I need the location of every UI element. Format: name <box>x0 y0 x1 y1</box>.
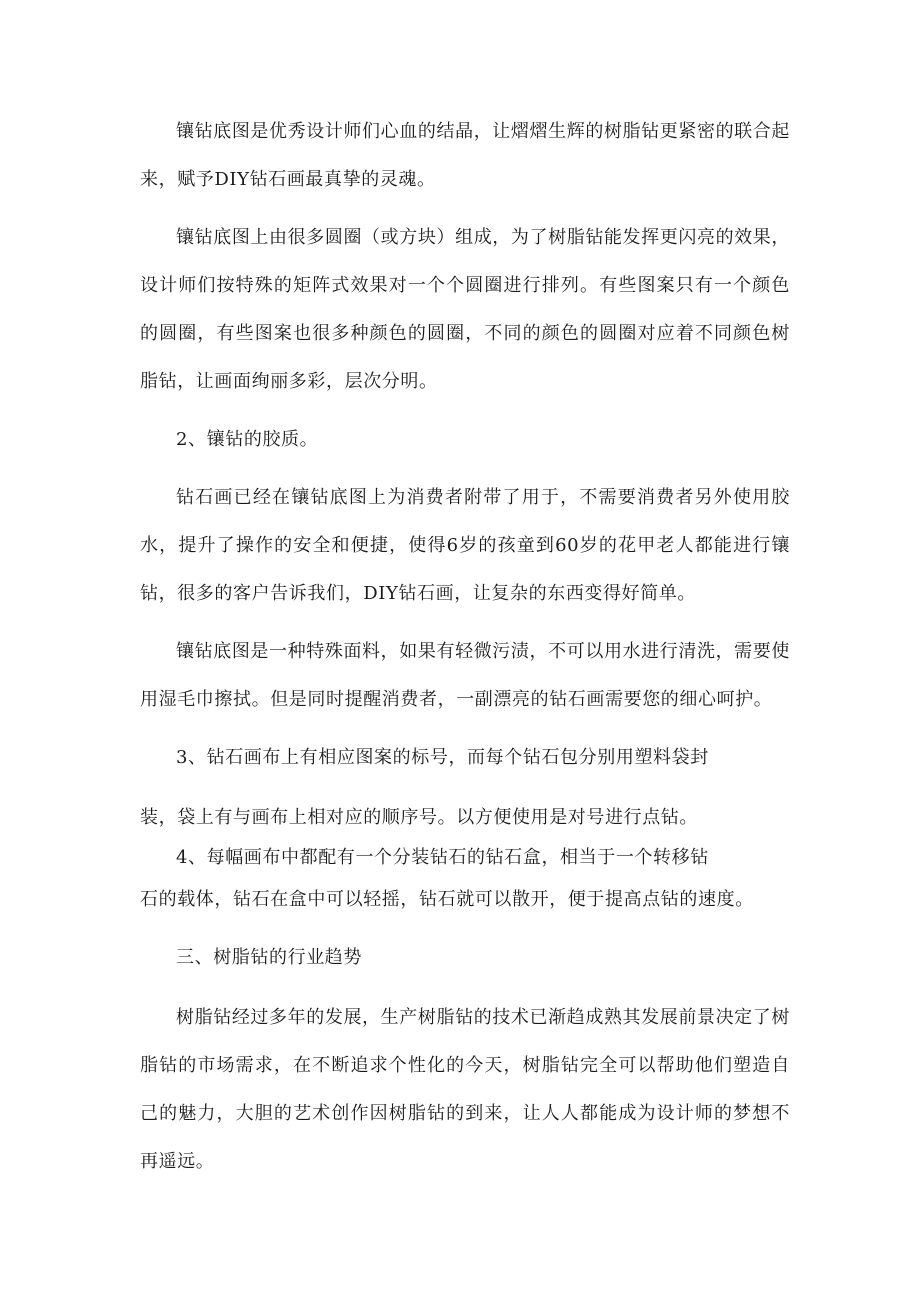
section-heading-industry-trend: 三、树脂钻的行业趋势 <box>176 947 362 968</box>
paragraph-industry-trend: 树脂钻经过多年的发展，生产树脂钻的技术已渐趋成熟其发展前景决定了树脂钻的市场需求，在不断追求个性化的今天，树脂钻完全可以帮助他们塑造自己的魅力，大胆的艺术创作因树脂钻的到来，让人人都能成为设计师的梦想不再遥远。 <box>140 1007 790 1172</box>
paragraph-item-4-line-2: 石的载体，钻石在盒中可以轻摇，钻石就可以散开，便于提高点钻的速度。 <box>140 889 754 910</box>
paragraph-item-4-line-1: 4、每幅画布中都配有一个分装钻石的钻石盒，相当于一个转移钻 <box>176 847 709 868</box>
paragraph-item-3-line-1: 3、钻石画布上有相应图案的标号，而每个钻石包分别用塑料袋封 <box>176 747 709 768</box>
section-heading-adhesive: 2、镶钻的胶质。 <box>176 429 319 450</box>
paragraph-item-3-line-2: 装，袋上有与画布上相对应的顺序号。以方便使用是对号进行点钻。 <box>140 807 698 828</box>
paragraph-inlay-base-intro: 镶钻底图是优秀设计师们心血的结晶，让熠熠生辉的树脂钻更紧密的联合起来，赋予DIY钻石画最真挚的灵魂。 <box>140 121 790 190</box>
paragraph-inlay-base-structure: 镶钻底图上由很多圆圈（或方块）组成，为了树脂钻能发挥更闪亮的效果，设计师们按特殊的矩阵式效果对一个个圆圈进行排列。有些图案只有一个颜色的圆圈，有些图案也很多种颜色的圆圈，不同的颜色的圆圈对应着不同颜色树脂钻，让画面绚丽多彩，层次分明。 <box>140 227 790 392</box>
paragraph-cleaning: 镶钻底图是一种特殊面料，如果有轻微污渍，不可以用水进行清洗，需要使用湿毛巾擦拭。但是同时提醒消费者，一副漂亮的钻石画需要您的细心呵护。 <box>140 641 790 710</box>
paragraph-adhesive: 钻石画已经在镶钻底图上为消费者附带了用于，不需要消费者另外使用胶水，提升了操作的安全和便捷，使得6岁的孩童到60岁的花甲老人都能进行镶钻，很多的客户告诉我们，DIY钻石画，让复杂的东西变得好简单。 <box>140 487 790 604</box>
